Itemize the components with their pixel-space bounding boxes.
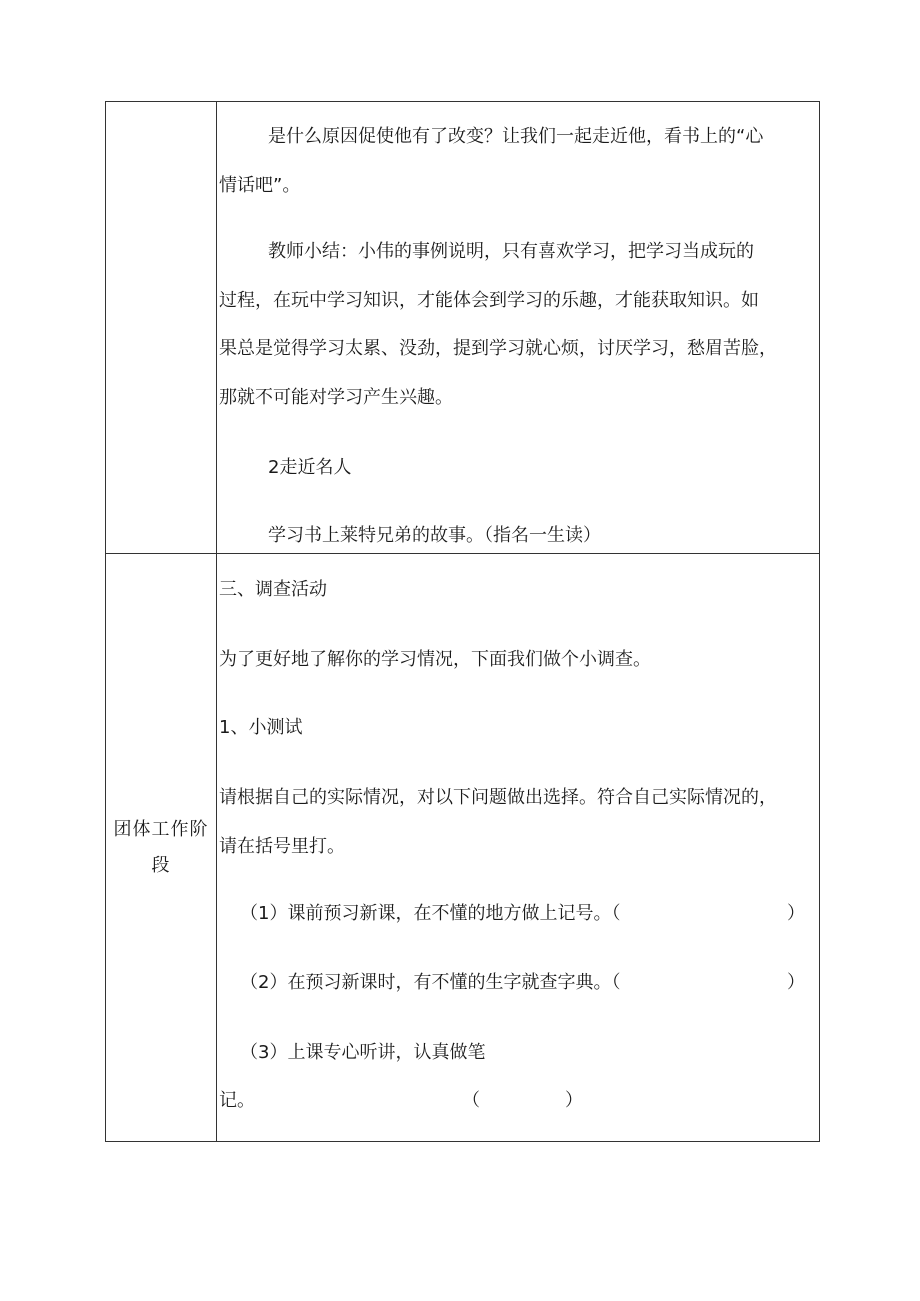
paragraph-line: 教师小结：小伟的事例说明，只有喜欢学习，把学习当成玩的 (268, 241, 754, 262)
survey-question-2: （2）在预习新课时，有不懂的生字就查字典。（ (240, 972, 621, 993)
answer-bracket-close: ） (787, 903, 805, 924)
answer-bracket-close: ） (787, 972, 805, 993)
stage-label-line-2: 段 (151, 854, 171, 876)
paragraph-line: 是什么原因促使他有了改变？让我们一起走近他，看书上的“心 (268, 126, 764, 147)
row-label-cell (106, 102, 217, 554)
answer-bracket-open: （ (462, 1090, 480, 1111)
paragraph-line: 那就不可能对学习产生兴趣。 (219, 387, 453, 408)
paragraph-line: 果总是觉得学习太累、没劲，提到学习就心烦，讨厌学习，愁眉苦脸， (219, 338, 777, 359)
answer-bracket-close: ） (565, 1090, 583, 1111)
row-label-cell (106, 554, 217, 1142)
paragraph-line: 学习书上莱特兄弟的故事。（指名一生读） (268, 525, 601, 546)
subsection-heading: 1、小测试 (219, 717, 303, 738)
paragraph-line: 为了更好地了解你的学习情况，下面我们做个小调查。 (219, 649, 651, 670)
paragraph-line: 记。 (219, 1090, 255, 1111)
section-heading: 三、调查活动 (219, 579, 327, 600)
survey-question-3: （3）上课专心听讲，认真做笔 (240, 1042, 486, 1063)
paragraph-line: 请根据自己的实际情况，对以下问题做出选择。符合自己实际情况的， (219, 787, 777, 808)
paragraph-line: 过程，在玩中学习知识，才能体会到学习的乐趣，才能获取知识。如 (219, 290, 759, 311)
section-heading: 2走近名人 (268, 457, 352, 478)
survey-question-1: （1）课前预习新课，在不懂的地方做上记号。（ (240, 903, 621, 924)
stage-label-line-1: 团体工作阶 (113, 818, 209, 840)
paragraph-line: 请在括号里打。 (219, 836, 345, 857)
paragraph-line: 情话吧”。 (219, 175, 301, 196)
